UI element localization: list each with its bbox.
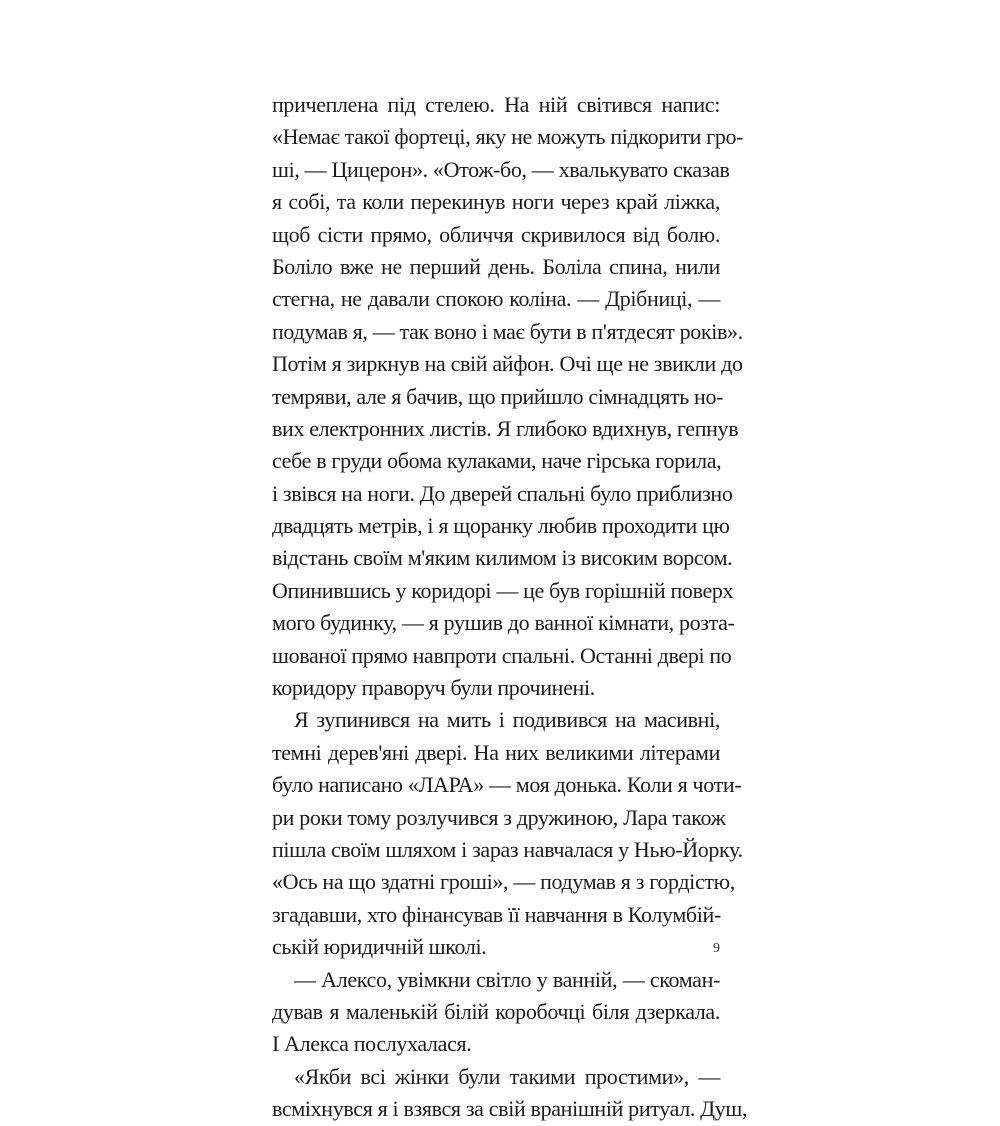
text-line: дував я маленькій білій коробочці біля дзеркала. xyxy=(272,998,720,1024)
text-line: ри роки тому розлучився з дружиною, Лара також xyxy=(272,804,726,830)
text-line: щоб сісти прямо, обличчя скривилося від болю. xyxy=(272,221,720,247)
text-line: пішла своїм шляхом і зараз навчалася у Нью-Йорку. xyxy=(272,836,743,862)
page-number: 9 xyxy=(713,941,720,956)
text-line: ші, — Цицерон». «Отож-бо, — хвалькувато сказав xyxy=(272,156,730,182)
text-line: темні дерев'яні двері. На них великими літерами xyxy=(272,739,720,765)
text-line: Боліло вже не перший день. Боліла спина, нили xyxy=(272,253,720,279)
text-line: подумав я, — так воно і має бути в п'ятдесят років». xyxy=(272,318,743,344)
text-line: коридору праворуч були прочинені. xyxy=(272,675,595,701)
text-line: «Немає такої фортеці, яку не можуть підкорити гро- xyxy=(272,124,744,150)
text-line: «Якби всі жінки були такими простими», — xyxy=(294,1063,720,1089)
text-line: було написано «ЛАРА» — моя донька. Коли я чоти- xyxy=(272,772,742,798)
text-line: і звівся на ноги. До дверей спальні було приблизно xyxy=(272,480,733,506)
body-text xyxy=(272,89,748,1126)
text-line: темряви, але я бачив, що прийшло сімнадцять но- xyxy=(272,383,724,409)
text-line: відстань своїм м'яким килимом із високим ворсом. xyxy=(272,545,733,571)
text-line: причеплена під стелею. На ній світився напис: xyxy=(272,92,720,117)
text-line: стегна, не давали спокою коліна. — Дрібниці, — xyxy=(272,286,720,312)
text-line: вих електронних листів. Я глибоко вдихнув, гепнув xyxy=(272,415,739,441)
text-line: згадавши, хто фінансував її навчання в Колумбій- xyxy=(272,901,721,927)
text-line: Я зупинився на мить і подивився на масивні, xyxy=(294,707,720,733)
text-line: себе в груди обома кулаками, наче гірська горила, xyxy=(272,448,722,474)
text-line: всміхнувся я і взявся за свій вранішній ритуал. Душ, xyxy=(272,1096,748,1122)
text-line: І Алекса послухалася. xyxy=(272,1031,472,1057)
text-line: я собі, та коли перекинув ноги через край ліжка, xyxy=(272,189,720,215)
text-line: ській юридичній школі. xyxy=(272,934,487,960)
text-line: «Ось на що здатні гроші», — подумав я з гордістю, xyxy=(272,869,735,895)
text-line: Потім я зиркнув на свій айфон. Очі ще не звикли до xyxy=(272,351,743,377)
text-line: двадцять метрів, і я щоранку любив проходити цю xyxy=(272,513,730,539)
text-line: шованої прямо навпроти спальні. Останні двері по xyxy=(272,642,732,668)
text-line: — Алексо, увімкни світло у ванній, — скоман- xyxy=(294,966,720,992)
text-line: Опинившись у коридорі — це був горішній поверх xyxy=(272,577,734,603)
text-line: мого будинку, — я рушив до ванної кімнати, розта- xyxy=(272,610,735,636)
